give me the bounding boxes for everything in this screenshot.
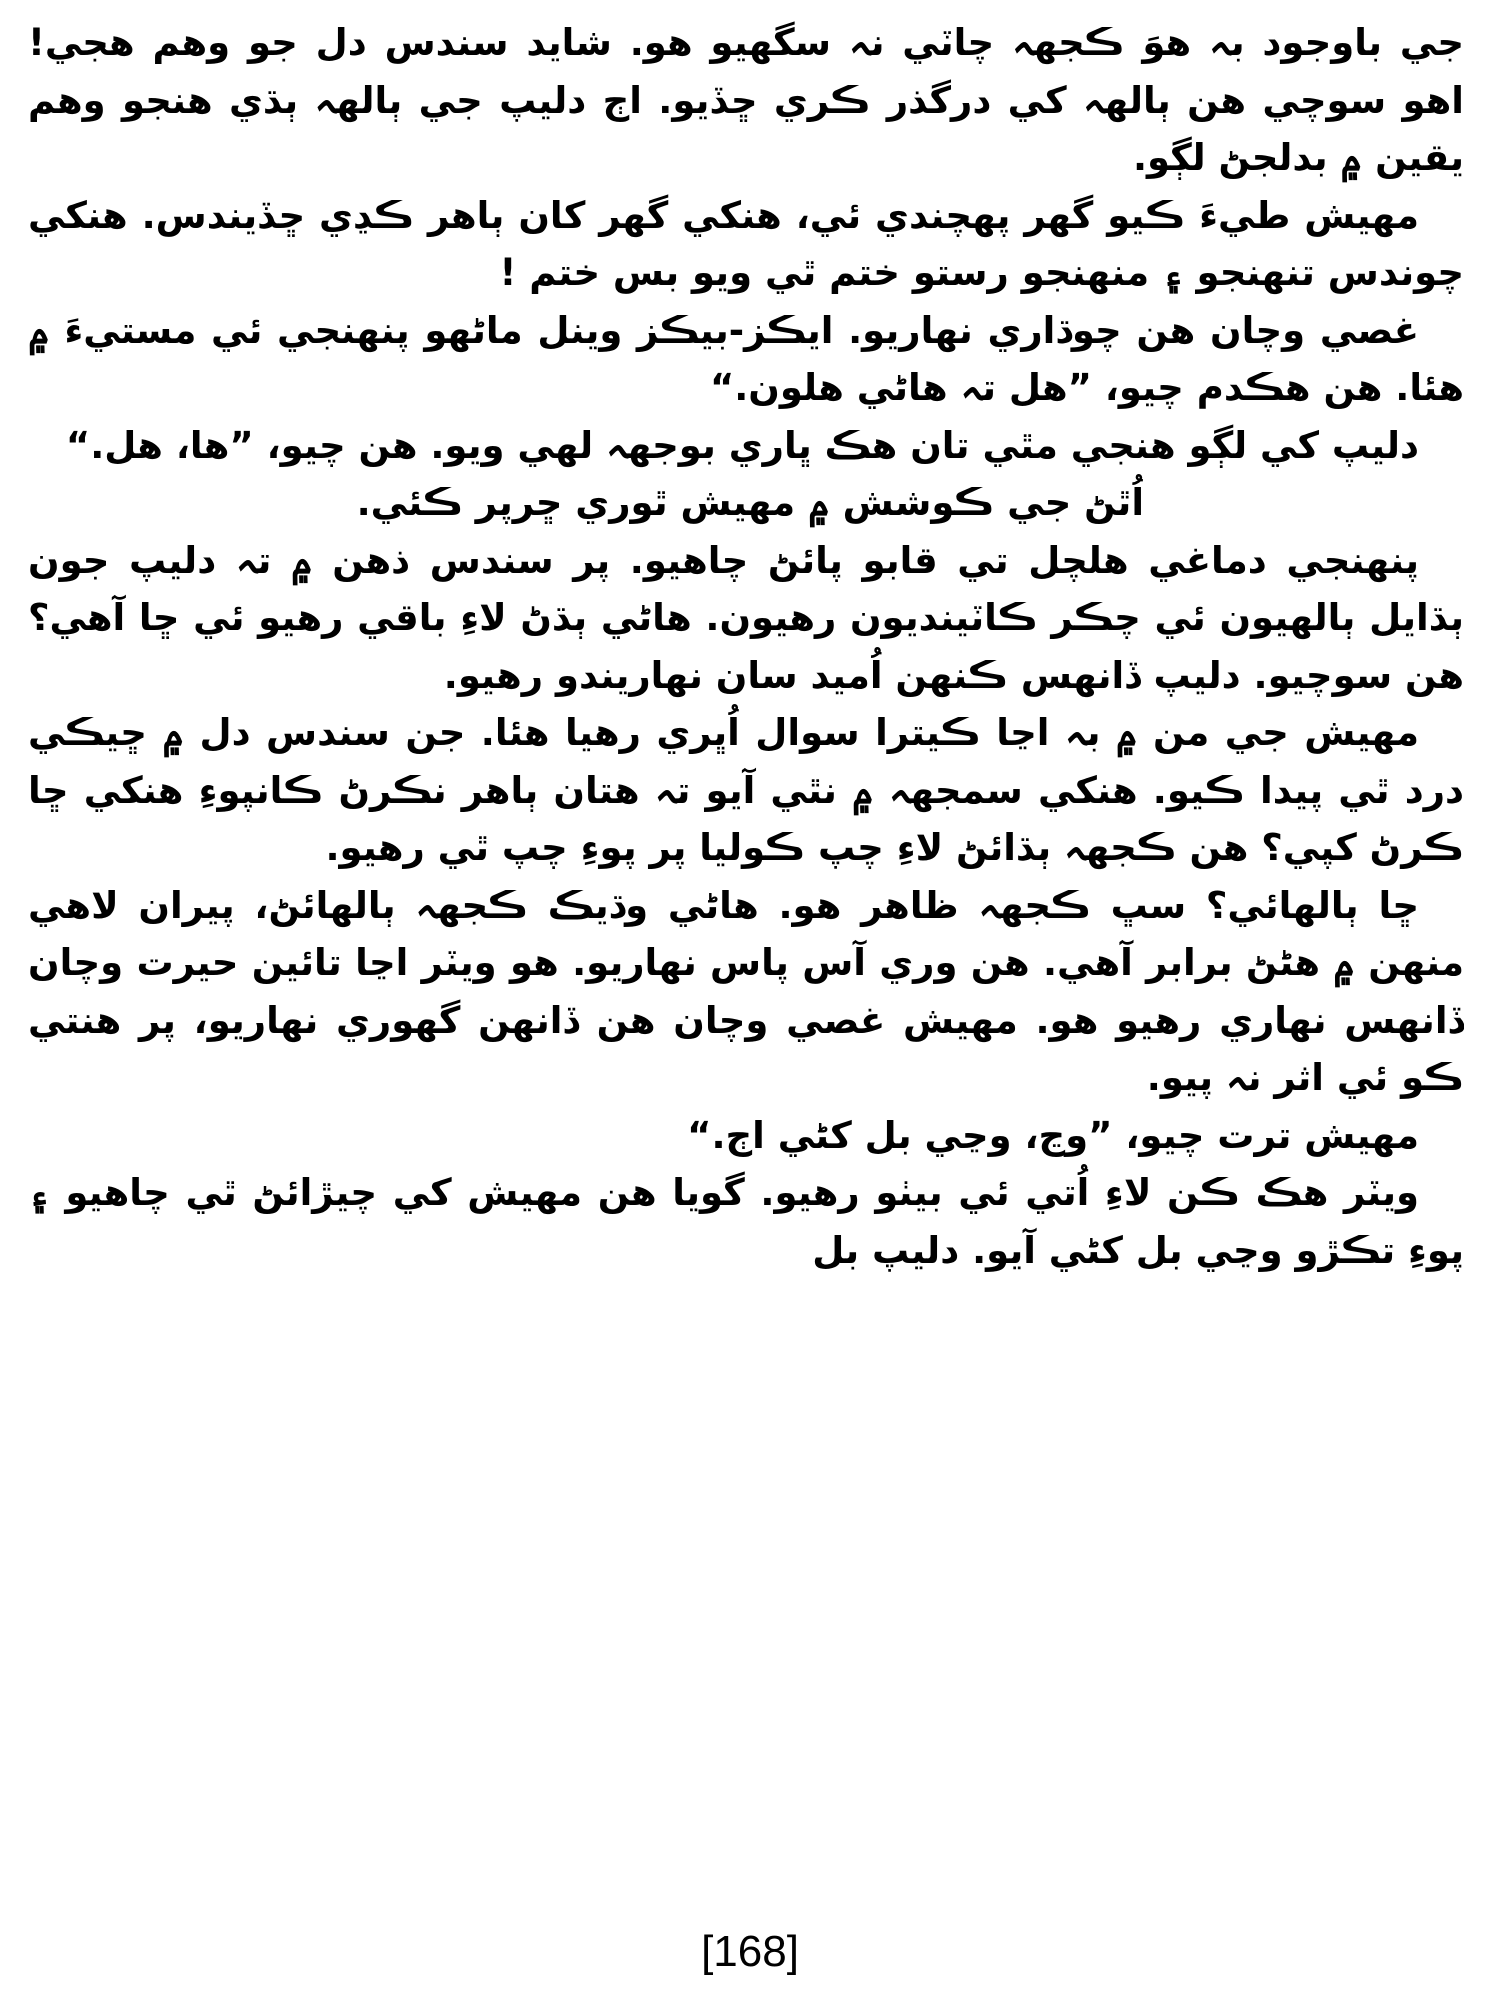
paragraph-6: پنهنجي دماغي هلچل تي قابو پائڻ چاهيو. پر سندس ذهن ۾ تہ دليپ جون ٻڌايل ٻالهيون ئي چڪر ڪاٽينديون رهيون. هاڻي ٻڌڻ لاءِ باقي رهيو ئي ڇا آهي؟ هن سوچيو. دليپ ڏانهس ڪنهن اُميد سان نهاريندو رهيو. [28, 538, 1464, 697]
paragraph-9: مهيش ترت چيو، ”وڃ، وڃي بل کڻي اڄ.“ [687, 1113, 1419, 1157]
paragraph-3: غصي وچان هن چوڌاري نهاريو. ايڪز-بيڪز وينل ماڻهو پنهنجي ئي مستيءَ ۾ هئا. هن هڪدم چيو، ”هل تہ هاڻي هلون.“ [28, 308, 1464, 409]
paragraph-10: ويٽر هڪ ڪن لاءِ اُتي ئي بيٺو رهيو. گويا هن مهيش کي چيڙائڻ ٿي چاهيو ۽ پوءِ تڪڙو وڃي بل کڻي آيو. دليپ بل [28, 1171, 1464, 1272]
paragraph-2: مهيش طيءَ ڪيو گهر پهچندي ئي، هنکي گهر کان ٻاهر ڪڍي ڇڏيندس. هنکي چوندس تنهنجو ۽ منهنجو رستو ختم ٿي ويو بس ختم ! [28, 193, 1464, 294]
paragraph-8: ڇا ٻالهائي؟ سڀ ڪجهہ ظاهر هو. هاڻي وڌيڪ ڪجهہ ٻالهائڻ، پيران لاهي منهن ۾ هڻڻ برابر آهي. هن وري آس پاس نهاريو. هو ويٽر اڃا تائين حيرت وچان ڏانهس نهاري رهيو هو. مهيش غصي وچان هن ڏانهن گهوري نهاريو، پر هنتي ڪو ئي اثر نہ پيو. [28, 883, 1464, 1099]
paragraph-4: دليپ کي لڳو هنجي مٿي تان هڪ ڀاري بوجهہ لهي ويو. هن چيو، ”ها، هل.“ [65, 423, 1419, 467]
paragraph-5: اُٿڻ جي ڪوشش ۾ مهيش ٿوري ڇرپر ڪئي. [356, 481, 1144, 524]
page-number: [168] [701, 1927, 799, 1976]
paragraph-7: مهيش جي من ۾ بہ اڃا ڪيترا سوال اُڀري رهيا هئا. جن سندس دل ۾ ڇيڪي درد ٿي پيدا ڪيو. هنکي سمجهہ ۾ نٿي آيو تہ هتان ٻاهر نڪرڻ ڪانپوءِ هنکي ڇا ڪرڻ کپي؟ هن ڪجهہ ٻڌائڻ لاءِ چپ ڪوليا پر پوءِ چپ ٿي رهيو. [28, 711, 1464, 869]
paragraph-1: جي باوجود بہ هوَ ڪجهہ چاٽي نہ سگهيو هو. شايد سندس دل جو وهم هجي! اهو سوچي هن ٻالهہ کي درگذر ڪري ڇڏيو. اڄ دليپ جي ٻالهہ ٻڌي هنجو وهم يقين ۾ بدلجڻ لڳو. [28, 21, 1464, 179]
body-text [28, 14, 1464, 1894]
